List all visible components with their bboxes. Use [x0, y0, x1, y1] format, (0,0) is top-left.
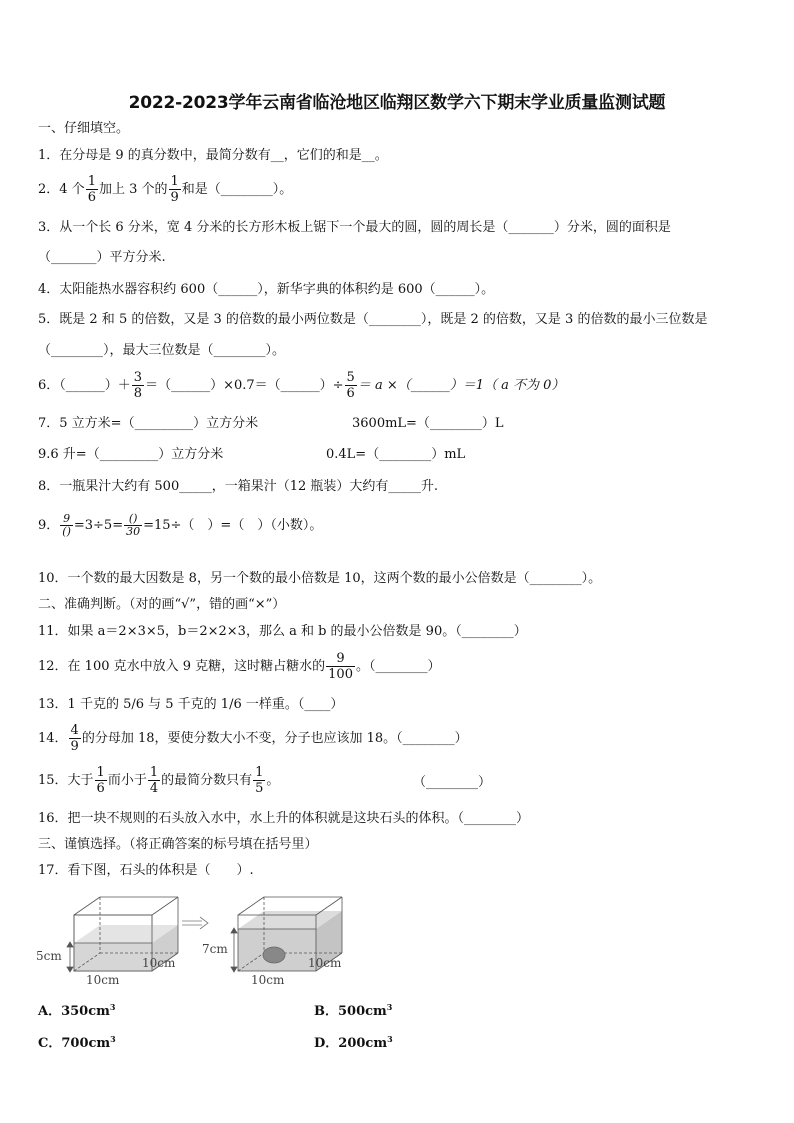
q12-text-b: 。（________） — [355, 659, 441, 674]
question-9 — [38, 513, 322, 538]
q14-fraction: $\frac{4}{9}$ — [70, 723, 79, 754]
fig2-depth-label: 10cm — [308, 956, 342, 970]
q2-text-a: 2．4 个 — [38, 182, 85, 197]
q15-text-c: 的最简分数只有 — [161, 773, 253, 788]
fig2-width-label: 10cm — [251, 973, 285, 985]
fig2-height-label: 7cm — [202, 942, 228, 956]
question-12 — [38, 651, 441, 682]
q6-text-b: ＝（______）×0.7＝（______）÷ — [145, 378, 344, 393]
option-d: D．$200cm^3$ — [314, 1034, 393, 1051]
question-7d: 0.4L=（________）mL — [326, 447, 466, 462]
q9-text-b: =3÷5= — [73, 518, 124, 533]
question-17: 17．看下图，石头的体积是（ ）. — [38, 863, 254, 878]
q15-fraction-3: $\frac{1}{5}$ — [255, 765, 264, 796]
q2-fraction-1: $\frac{1}{6}$ — [87, 174, 96, 205]
q15-answer-blank: （________） — [413, 775, 492, 790]
question-5-line-1: 5．既是 2 和 5 的倍数，又是 3 的倍数的最小两位数是（________），既是 2 的倍数，又是 3 的倍数的最小三位数是 — [38, 312, 708, 327]
q6-fraction-1: $\frac{3}{8}$ — [133, 370, 143, 401]
q15-text-b: 而小于 — [107, 773, 147, 788]
question-15 — [38, 765, 279, 796]
question-11: 11．如果 a＝2×3×5，b＝2×2×3，那么 a 和 b 的最小公倍数是 90。（________） — [38, 624, 527, 639]
option-b: B．$500cm^3$ — [314, 1002, 393, 1019]
q9-text-c: =15÷（ ）=（ ）（小数）。 — [143, 518, 323, 533]
q6-text-a: 6．（______）＋ — [38, 378, 131, 393]
section-1-heading: 一、仔细填空。 — [38, 121, 130, 136]
question-7b: 3600mL=（________）L — [352, 416, 504, 431]
q15-fraction-2: $\frac{1}{4}$ — [149, 765, 159, 796]
q15-fraction-1: $\frac{1}{6}$ — [96, 765, 105, 796]
question-14 — [38, 723, 468, 754]
question-4: 4．太阳能热水器容积约 600（______），新华字典的体积约是 600（______）。 — [38, 282, 495, 297]
q12-fraction: $\frac{9}{100}$ — [328, 651, 353, 682]
q2-text-b: 加上 3 个的 — [98, 182, 168, 197]
q6-fraction-2: $\frac{5}{6}$ — [346, 370, 355, 401]
q9-fraction-1: $\frac{9}{()}$ — [62, 512, 71, 538]
q14-text-a: 14． — [38, 731, 68, 746]
q2-fraction-2: $\frac{1}{9}$ — [170, 174, 179, 205]
q12-text-a: 12．在 100 克水中放入 9 克糖，这时糖占糖水的 — [38, 659, 326, 674]
question-3-line-2: （_______）平方分米. — [38, 250, 166, 265]
option-c: C．$700cm^3$ — [38, 1034, 116, 1051]
option-a: A．$350cm^3$ — [38, 1002, 116, 1019]
fig1-width-label: 10cm — [86, 973, 120, 985]
question-16: 16．把一块不规则的石头放入水中，水上升的体积就是这块石头的体积。（________） — [38, 811, 530, 826]
question-6 — [38, 370, 564, 401]
arrow-icon — [182, 917, 208, 929]
q6-text-c: ＝ a ×（______）＝1（ a 不为 0） — [357, 378, 565, 393]
question-7a: 7．5 立方米=（_________）立方分米 — [38, 416, 259, 431]
question-10: 10．一个数的最大因数是 8，另一个数的最小倍数是 10，这两个数的最小公倍数是（________）。 — [38, 571, 602, 586]
question-8: 8．一瓶果汁大约有 500_____，一箱果汁（12 瓶装）大约有_____升. — [38, 479, 439, 494]
question-1: 1．在分母是 9 的真分数中，最简分数有__，它们的和是__。 — [38, 148, 388, 163]
q17-figure — [36, 885, 366, 985]
q9-text-a: 9． — [38, 518, 60, 533]
q2-text-c: 和是（________）。 — [181, 182, 293, 197]
fig1-depth-label: 10cm — [142, 956, 176, 970]
question-13: 13．1 千克的 5/6 与 5 千克的 1/6 一样重。（____） — [38, 697, 344, 712]
q15-text-d: 。 — [266, 773, 280, 788]
question-7c: 9.6 升=（_________）立方分米 — [38, 447, 224, 462]
fig1-height-label: 5cm — [36, 949, 62, 963]
question-5-line-2: （________），最大三位数是（________）。 — [38, 343, 286, 358]
q9-fraction-2: $\frac{()}{30}$ — [126, 512, 141, 538]
section-2-heading: 二、准确判断。（对的画“√”，错的画“×”） — [38, 597, 286, 612]
q14-text-b: 的分母加 18，要使分数大小不变，分子也应该加 18。（________） — [81, 731, 468, 746]
q15-text-a: 15．大于 — [38, 773, 94, 788]
question-2 — [38, 174, 292, 205]
page-title: 2022-2023学年云南省临沧地区临翔区数学六下期末学业质量监测试题 — [128, 93, 666, 113]
section-3-heading: 三、谨慎选择。（将正确答案的标号填在括号里） — [38, 837, 318, 852]
question-3-line-1: 3．从一个长 6 分米，宽 4 分米的长方形木板上锯下一个最大的圆，圆的周长是（_______）分米，圆的面积是 — [38, 220, 671, 235]
